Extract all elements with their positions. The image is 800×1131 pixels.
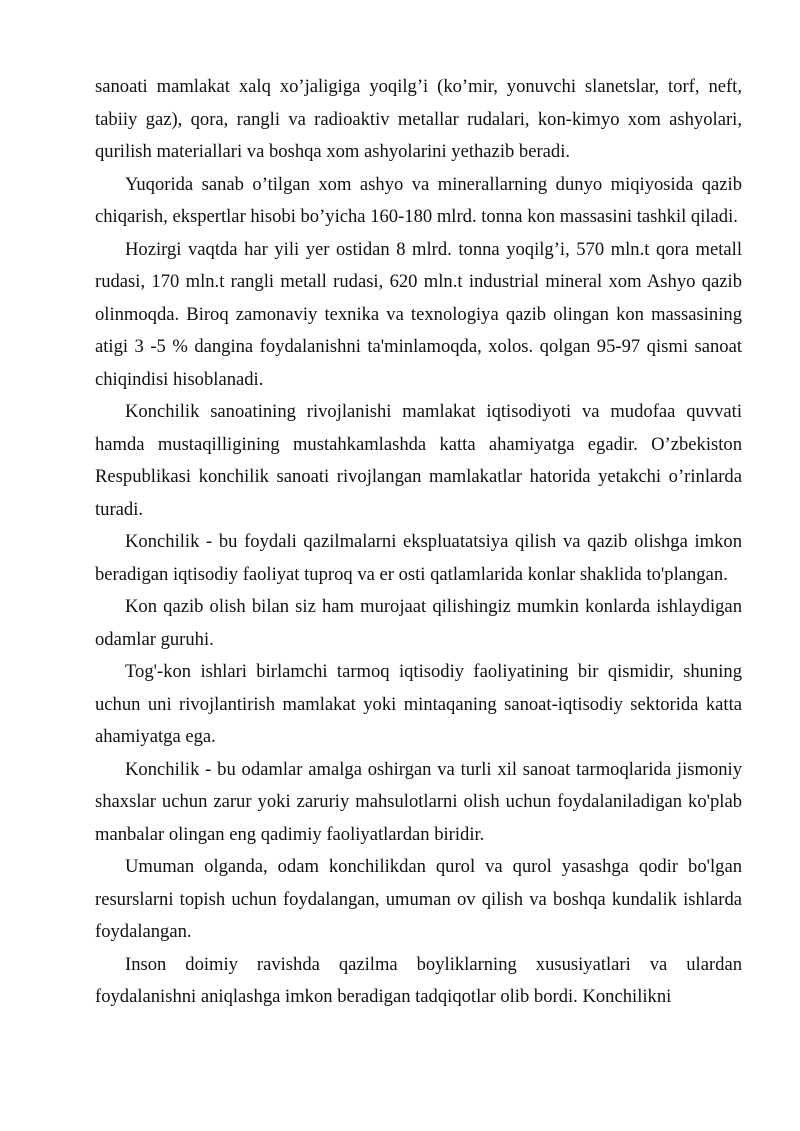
paragraph-continuation: sanoati mamlakat xalq xo’jaligiga yoqilg’i (ko’mir, yonuvchi slanetslar, torf, neft, tabiiy gaz), qora, rangli va radioaktiv metallar rudalari, kon-kimyo xom ashyolari, qurilish materiallari va boshqa xom ashyolarini yethazib beradi. — [95, 76, 742, 162]
paragraph: Yuqorida sanab o’tilgan xom ashyo va minerallarning dunyo miqiyosida qazib chiqarish, ekspertlar hisobi bo’yicha 160-180 mlrd. tonna kon massasini tashkil qiladi. — [95, 173, 742, 227]
paragraph: Tog'-kon ishlari birlamchi tarmoq iqtisodiy faoliyatining bir qismidir, shuning uchun uni rivojlantirish mamlakat yoki mintaqaning sanoat-iqtisodiy sektorida katta ahamiyatga ega. — [95, 661, 742, 747]
paragraph: Konchilik - bu odamlar amalga oshirgan va turli xil sanoat tarmoqlarida jismoniy shaxslar uchun zarur yoki zaruriy mahsulotlarni olish uchun foydalaniladigan ko'plab manbalar olingan eng qadimiy faoliyatlardan biridir. — [95, 758, 742, 845]
paragraph: Konchilik - bu foydali qazilmalarni ekspluatatsiya qilish va qazib olishga imkon beradigan iqtisodiy faoliyat tuproq va er osti qatlamlarida konlar shaklida to'plangan. — [95, 531, 742, 585]
paragraph: Umuman olganda, odam konchilikdan qurol va qurol yasashga qodir bo'lgan resurslarni topish uchun foydalangan, umuman ov qilish va boshqa kundalik ishlarda foydalangan. — [95, 856, 742, 942]
paragraph: Hozirgi vaqtda har yili yer ostidan 8 mlrd. tonna yoqilg’i, 570 mln.t qora metall rudasi, 170 mln.t rangli metall rudasi, 620 mln.t industrial mineral xom Ashyo qazib olinmoqda. Biroq zamonaviy texnika va texnologiya qazib olingan kon massasining atigi 3 -5 % dangina foydalanishni ta'minlamoqda, xolos. qolgan 95-97 qismi sanoat chiqindisi hisoblanadi. — [95, 238, 742, 390]
document-page — [95, 71, 742, 1014]
paragraph: Inson doimiy ravishda qazilma boyliklarning xususiyatlari va ulardan foydalanishni aniqlashga imkon beradigan tadqiqotlar olib bordi. Konchilikni — [95, 953, 742, 1007]
paragraph: Konchilik sanoatining rivojlanishi mamlakat iqtisodiyoti va mudofaa quvvati hamda mustaqilligining mustahkamlashda katta ahamiyatga egadir. O’zbekiston Respublikasi konchilik sanoati rivojlangan mamlakatlar hatorida yetakchi o’rinlarda turadi. — [95, 401, 742, 520]
paragraph: Kon qazib olish bilan siz ham murojaat qilishingiz mumkin konlarda ishlaydigan odamlar guruhi. — [95, 596, 742, 650]
